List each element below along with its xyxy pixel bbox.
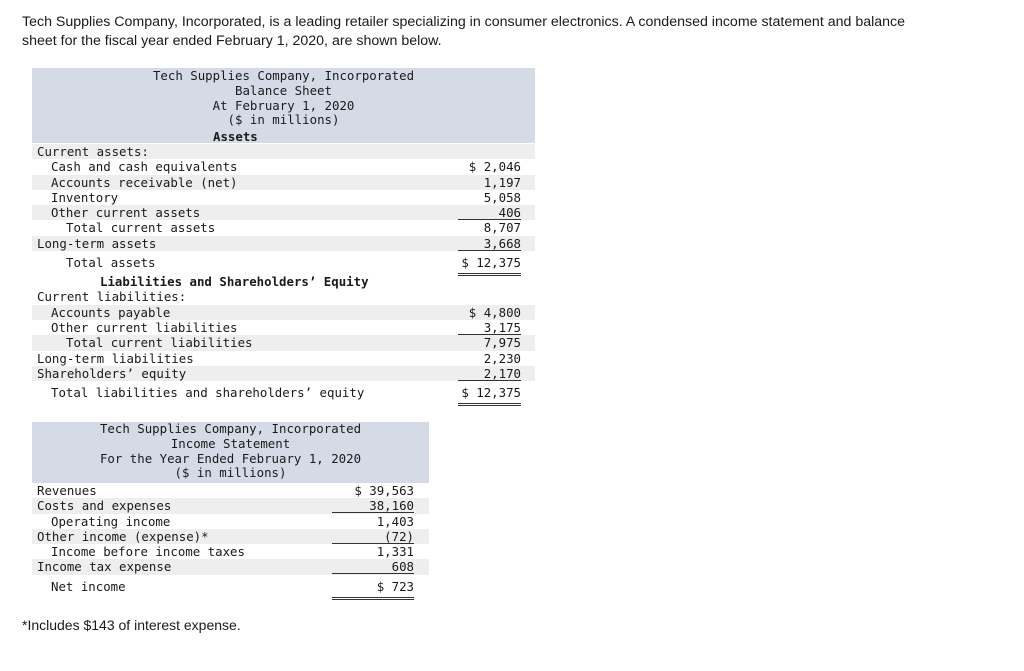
table-row [32,575,429,595]
row-label: Shareholders’ equity [37,365,187,381]
row-label: Income tax expense [37,559,172,575]
income-statement-header [32,422,429,483]
table-row [32,159,535,174]
income-statement [32,422,429,595]
footnote: *Includes $143 of interest expense. [22,617,241,633]
row-value: 38,160 [332,498,414,513]
table-row [32,559,429,574]
table-row [32,335,535,350]
table-row [32,320,535,335]
table-row [32,529,429,544]
row-value: 5,058 [483,189,521,205]
row-value: 8,707 [483,220,521,236]
table-row [32,351,535,366]
statement-title: Income Statement [170,435,291,451]
table-row [32,190,535,205]
table-row [32,220,535,235]
row-value: 1,331 [376,544,414,560]
row-label: Income before income taxes [51,544,245,560]
statement-period: For the Year Ended February 1, 2020 [99,450,362,466]
balance-sheet [32,68,535,401]
liabilities-heading: Liabilities and Shareholders’ Equity [100,274,369,290]
units-note: ($ in millions) [174,465,287,481]
table-row [32,305,535,320]
row-label: Current assets: [37,144,149,159]
row-label: Long-term assets [37,235,157,251]
row-label: Inventory [51,189,119,205]
row-value: $ 12,375 [458,381,521,406]
row-value: $ 2,046 [468,159,521,175]
row-value: $ 39,563 [354,483,414,498]
row-value: $ 4,800 [468,304,521,320]
row-label: Long-term liabilities [37,350,194,366]
row-label: Costs and expenses [37,498,172,514]
row-value: 7,975 [483,335,521,351]
table-row [32,381,535,401]
row-value: 3,175 [458,320,521,335]
row-value: 1,403 [376,513,414,529]
row-value: $ 723 [332,575,414,600]
company-name: Tech Supplies Company, Incorporated [152,68,415,83]
row-value: 2,170 [458,366,521,381]
table-row [32,205,535,220]
row-label: Other income (expense)* [37,528,209,544]
table-row [32,175,535,190]
table-row [32,498,429,513]
company-name: Tech Supplies Company, Incorporated [99,421,362,436]
row-label: Total current liabilities [66,335,253,351]
statement-date: At February 1, 2020 [212,97,355,113]
assets-heading: Assets [213,129,258,144]
statement-title: Balance Sheet [235,82,332,98]
row-label: Current liabilities: [37,289,187,305]
units-note: ($ in millions) [227,112,340,128]
row-label: Revenues [37,483,97,498]
table-row [32,236,535,251]
table-row [32,289,535,304]
row-value: $ 12,375 [458,251,521,276]
row-value: (72) [332,529,414,544]
row-label: Operating income [51,513,171,529]
row-label: Accounts payable [51,304,171,320]
row-value: 1,197 [483,174,521,190]
row-label: Total assets [66,255,156,271]
row-value: 608 [332,559,414,574]
table-row [32,144,535,159]
row-value: 2,230 [483,350,521,366]
row-label: Other current assets [51,205,201,221]
table-row [32,366,535,381]
row-value: 406 [458,205,521,220]
table-row [32,274,535,289]
table-row [32,544,429,559]
table-row [32,251,535,271]
row-label: Cash and cash equivalents [51,159,238,175]
row-label: Accounts receivable (net) [51,174,238,190]
row-label: Total liabilities and shareholders’ equity [51,385,365,401]
table-row [32,514,429,529]
intro-paragraph: Tech Supplies Company, Incorporated, is a leading retailer specializing in consumer electronics. A condensed income statement and balance sheet for the fiscal year ended February 1, 2020, are shown below. [22,14,906,49]
row-label: Total current assets [66,220,216,236]
table-row [32,483,429,498]
row-label: Net income [51,578,126,594]
row-value: 3,668 [458,236,521,251]
row-label: Other current liabilities [51,319,238,335]
